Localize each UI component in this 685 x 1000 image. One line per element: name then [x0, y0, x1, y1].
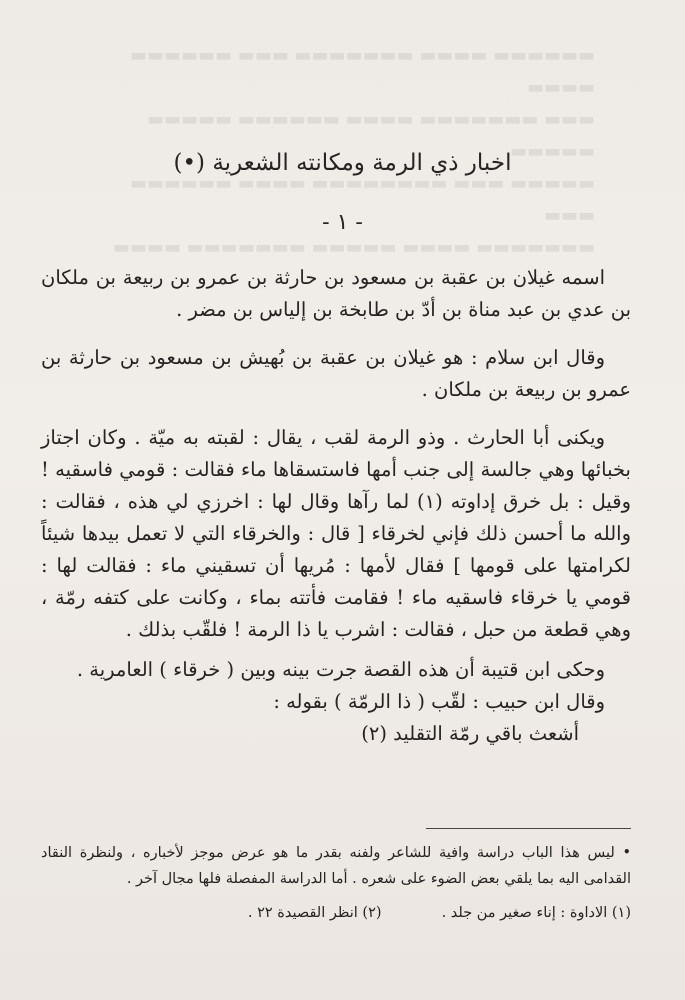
author-note: • ليس هذا الباب دراسة وافية للشاعر ولفنه بقدر ما هو عرض موجز لأخباره ، ولنظرة النقاد القدامى اليه بما يلقي بعض الضوء على شعره . أما الدراسة المفصلة فلها مجال آخر .	[41, 845, 631, 887]
bleed-through-texture: ▬▬▬▬▬▬ ▬▬▬▬ ▬▬▬▬▬▬▬ ▬▬▬ ▬▬▬▬▬▬ ▬▬▬▬ ▬▬▬ ▬▬▬▬▬▬▬ ▬▬▬▬ ▬▬▬▬▬▬ ▬▬▬▬▬ ▬▬▬▬▬ ▬▬▬▬▬ ▬▬▬ ▬▬▬▬▬▬▬▬ ▬▬▬▬ ▬▬▬▬▬▬ ▬▬▬ ▬▬▬▬▬▬▬ ▬▬▬▬ ▬▬▬▬▬ ▬▬▬▬▬▬▬ ▬▬▬▬	[112, 45, 595, 258]
verse-line: أشعث باقي رمّة التقليد (٢)	[361, 722, 579, 745]
footnote-separator	[426, 828, 631, 829]
numbered-footnotes	[41, 900, 631, 926]
chapter-title: اخبار ذي الرمة ومكانته الشعرية (•)	[173, 150, 512, 176]
footnote-2: (٢) انظر القصيدة ٢٢ .	[247, 905, 382, 921]
paragraph-nickname-story: ويكنى أبا الحارث . وذو الرمة لقب ، يقال : لقبته به ميّة . وكان اجتاز بخبائها وهي جالسة إلى جنب أمها فاستسقاها ماء فقالت : قومي فاسقيه ! وقيل : بل خرق إداوته (١) لما رآها وقال لها : اخرزي لي هذه ، فقالت : والله ما أحسن ذلك فإني لخرقاء [ قال : والخرقاء التي لا تعمل بيدها شيئاً لكرامتها على قومها ] فقال لأمها : مُريها أن تسقيني ماء : فقالت لها : قومي يا خرقاء فاسقيه ماء ! فقامت فأتته بماء ، وكانت على كتفه رمّة ، وهي قطعة من حبل ، فقالت : اشرب يا ذا الرمة ! فلقّب بذلك .	[41, 426, 631, 641]
footnote-1: (١) الاداوة : إناء صغير من جلد .	[441, 905, 631, 921]
section-number: - ١ -	[322, 210, 363, 235]
ibn-habib-line: وقال ابن حبيب : لقّب ( ذا الرمّة ) بقوله :	[273, 690, 605, 713]
footnotes	[41, 840, 631, 926]
closing-lines	[41, 654, 631, 750]
main-text	[41, 262, 631, 750]
paragraph-name: اسمه غيلان بن عقبة بن مسعود بن حارثة بن عمرو بن ربيعة بن ملكان بن عدي بن عبد مناة بن أدّ بن طابخة بن إلياس بن مضر .	[41, 266, 631, 321]
paragraph-ibn-sallam: وقال ابن سلام : هو غيلان بن عقبة بن بُهيش بن مسعود بن حارثة بن عمرو بن ربيعة بن ملكان .	[41, 346, 631, 401]
ibn-qutayba-line: وحكى ابن قتيبة أن هذه القصة جرت بينه وبين ( خرقاء ) العامرية .	[76, 658, 605, 681]
